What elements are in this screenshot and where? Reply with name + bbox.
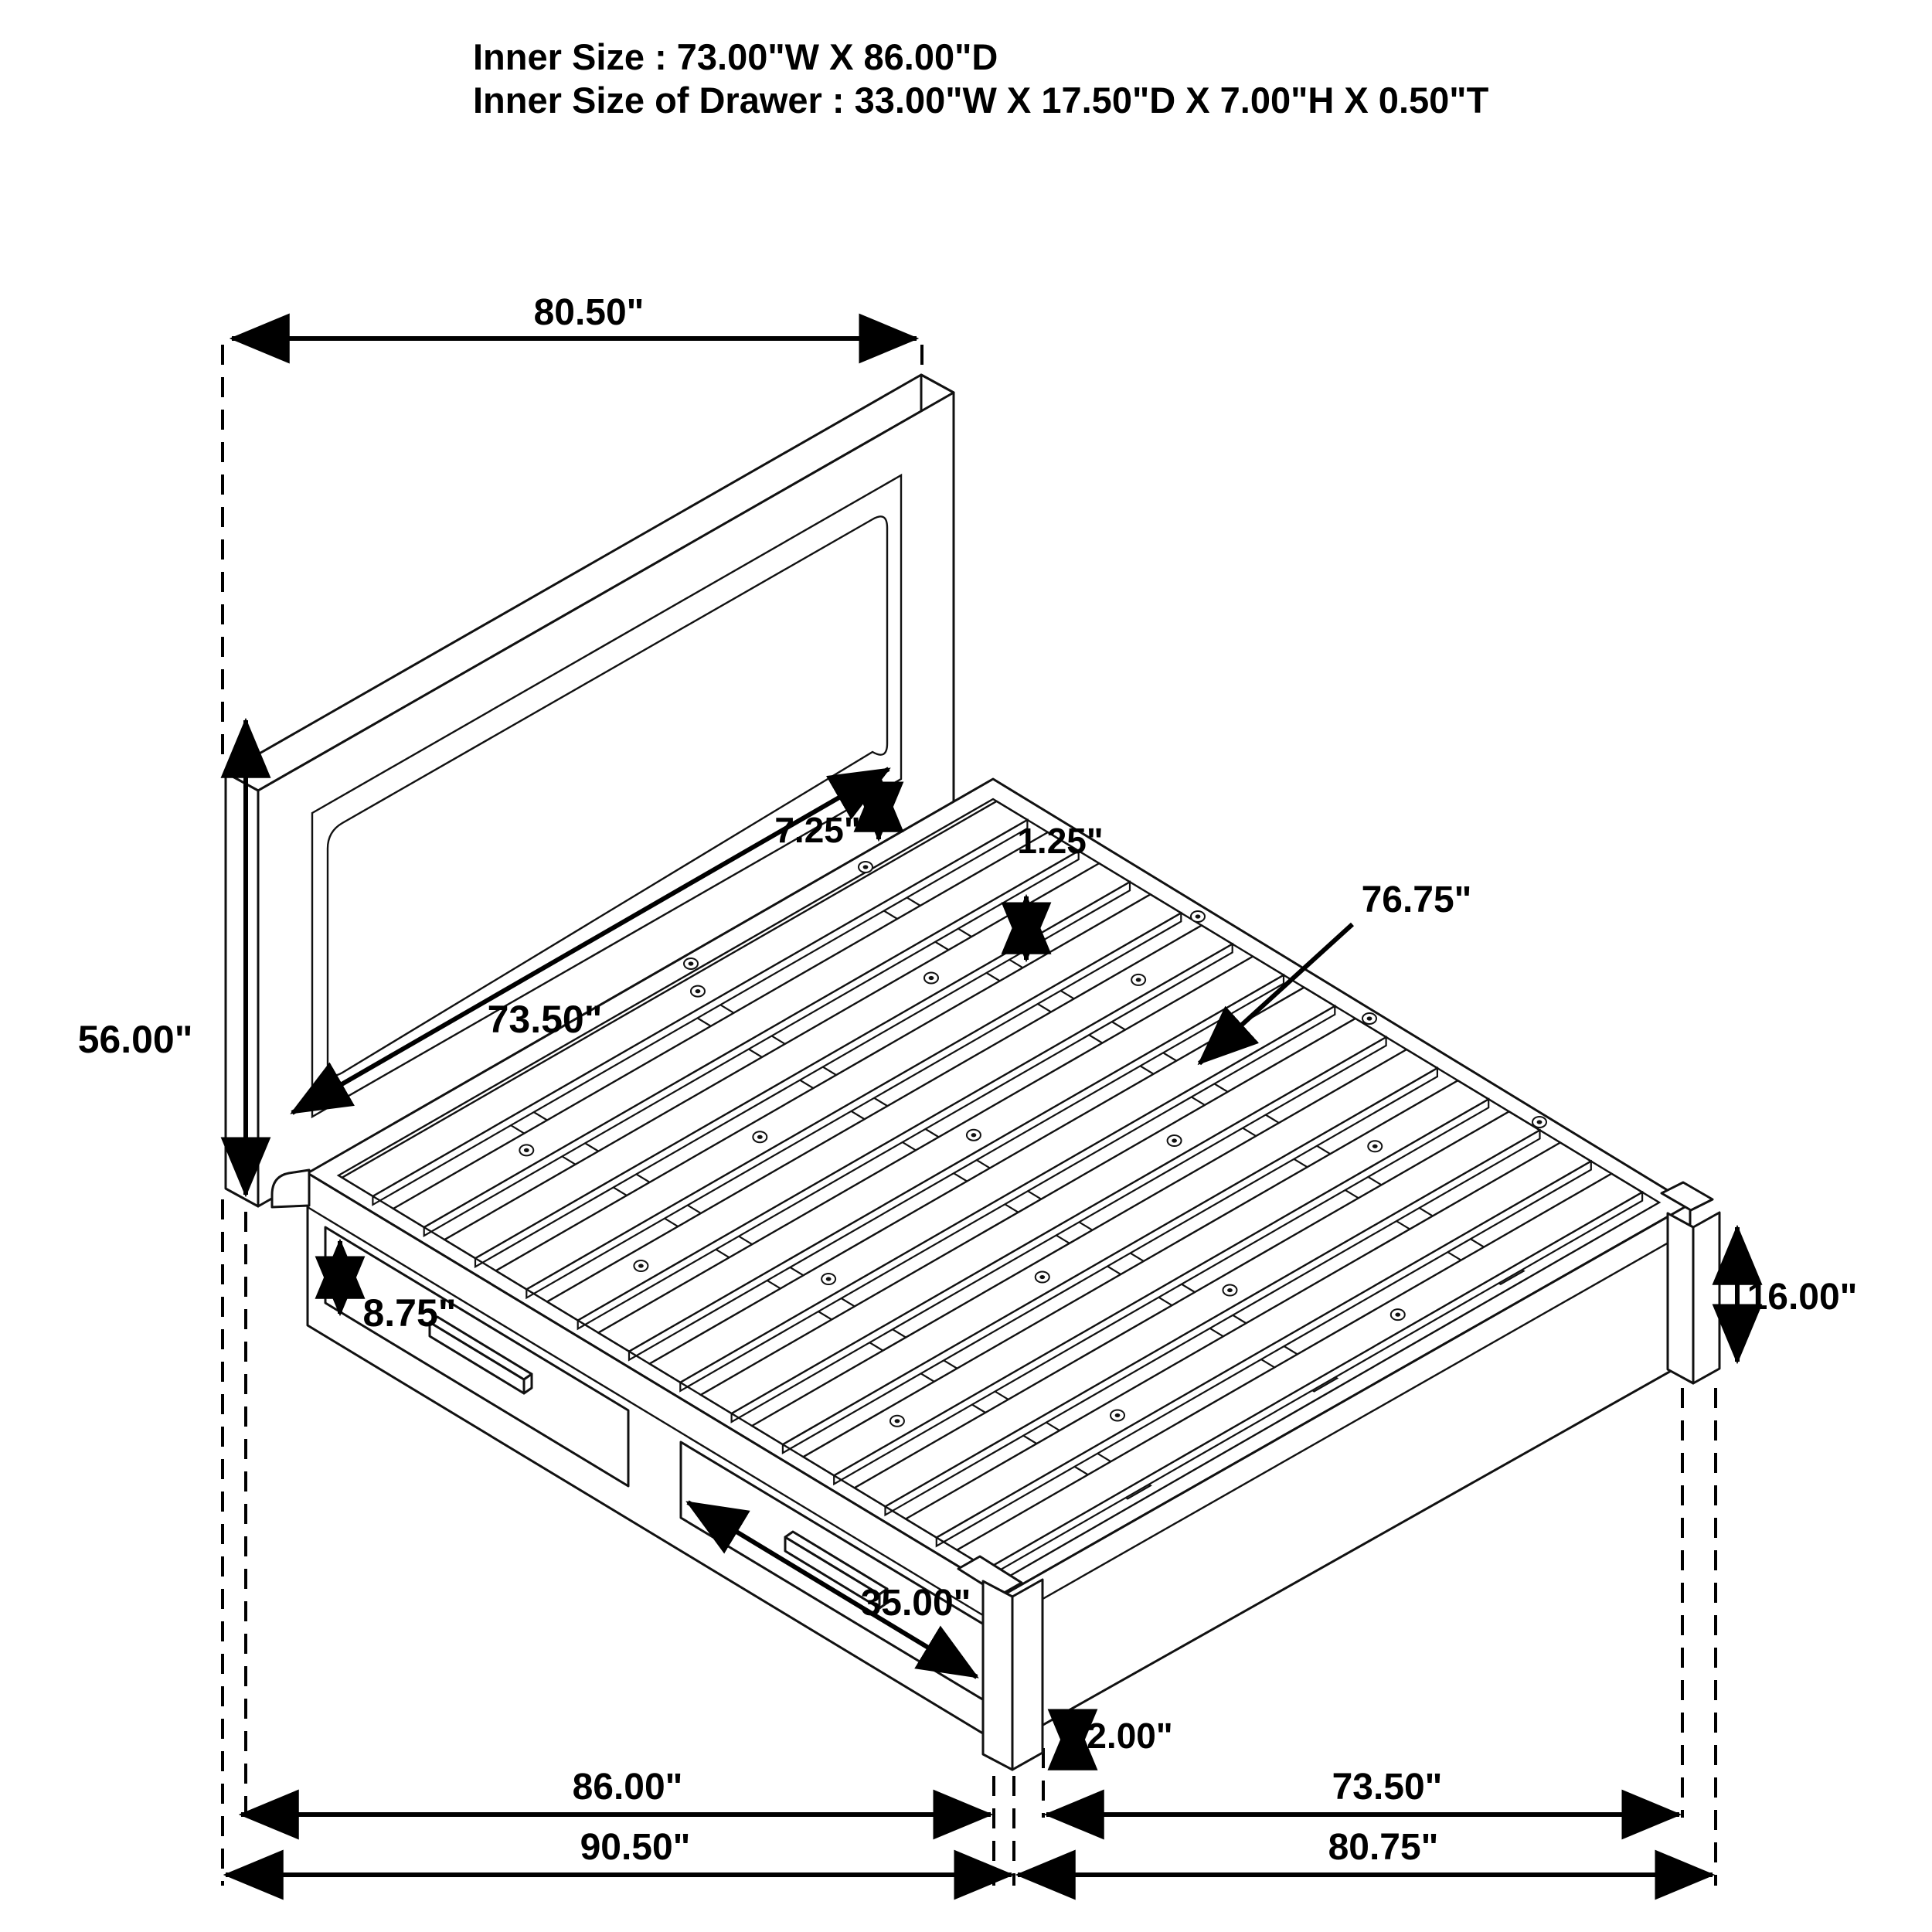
- screw-icon: [1227, 1288, 1233, 1292]
- screw-icon: [863, 865, 869, 869]
- screw-icon: [971, 1133, 977, 1137]
- screw-icon: [1039, 1275, 1045, 1279]
- title-line-1: Inner Size : 73.00"W X 86.00"D: [473, 36, 998, 77]
- screw-icon: [1136, 978, 1141, 981]
- title-line-2: Inner Size of Drawer : 33.00"W X 17.50"D X 7.00"H X 0.50"T: [473, 80, 1489, 121]
- screw-icon: [689, 961, 694, 965]
- dim-label-footboard-height: 16.00": [1747, 1277, 1858, 1318]
- screw-icon: [826, 1277, 832, 1281]
- screw-icon: [638, 1264, 644, 1267]
- dim-label-panel-width: 73.50": [487, 998, 603, 1041]
- dim-label-frame-length: 86.00": [572, 1767, 683, 1808]
- dim-label-outer-length: 80.75": [1328, 1827, 1439, 1868]
- dim-label-slat-length: 76.75": [1361, 879, 1472, 920]
- screw-icon: [1196, 914, 1201, 918]
- screw-icon: [1367, 1016, 1372, 1020]
- screw-icon: [1372, 1145, 1378, 1148]
- screw-icon: [1395, 1313, 1400, 1317]
- headboard-left-post-side: [226, 773, 258, 1206]
- dim-label-headboard-height: 56.00": [77, 1018, 193, 1061]
- screw-icon: [1537, 1120, 1543, 1124]
- screw-icon: [895, 1419, 900, 1423]
- dim-label-drawer-width: 35.00": [860, 1583, 971, 1624]
- dim-label-panel-gap: 7.25": [774, 810, 861, 850]
- screw-icon: [1172, 1138, 1177, 1142]
- dim-label-foot-clearance: 2.00": [1087, 1716, 1173, 1756]
- dim-label-overall-length: 90.50": [580, 1827, 691, 1868]
- screw-icon: [1115, 1413, 1121, 1417]
- dim-label-drawer-height: 8.75": [362, 1291, 457, 1335]
- bed-drawing: [226, 375, 1719, 1770]
- screw-icon: [929, 976, 934, 980]
- dim-label-inner-length: 73.50": [1332, 1767, 1443, 1808]
- screw-icon: [757, 1135, 763, 1139]
- dim-label-slat-thickness: 1.25": [1017, 821, 1104, 861]
- screw-icon: [524, 1148, 529, 1152]
- screw-icon: [696, 989, 701, 993]
- dim-label-headboard-width: 80.50": [533, 292, 645, 333]
